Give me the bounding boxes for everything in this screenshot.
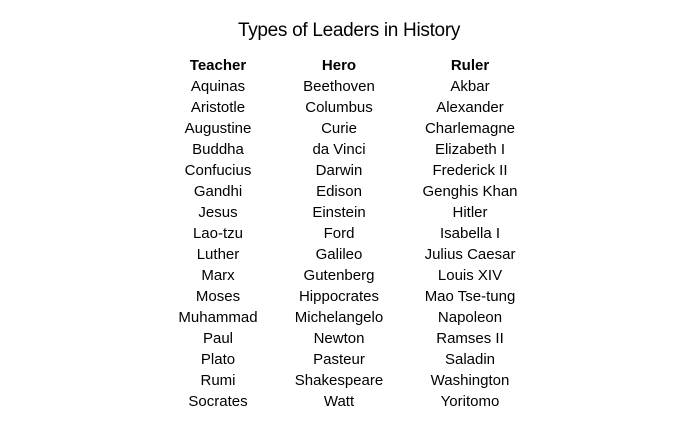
ruler-list-item: Washington: [430, 372, 510, 389]
hero-list-item: Beethoven: [303, 78, 375, 95]
ruler-list-item: Julius Caesar: [424, 246, 516, 263]
ruler-list-item: Charlemagne: [424, 120, 516, 137]
ruler-list-item: Isabella I: [439, 225, 501, 242]
teacher-list-item: Rumi: [200, 372, 236, 389]
hero-list-item: Newton: [313, 330, 365, 347]
ruler-list-item: Napoleon: [437, 309, 503, 326]
teacher-list-item: Buddha: [192, 141, 244, 158]
hero-list-item: Curie: [321, 120, 357, 137]
teacher-list-item: Luther: [196, 246, 240, 263]
teacher-list-item: Aquinas: [190, 78, 246, 95]
ruler-list-item: Genghis Khan: [422, 183, 518, 200]
teacher-list-item: Plato: [200, 351, 236, 368]
hero-list-item: Shakespeare: [294, 372, 384, 389]
hero-list-item: Darwin: [315, 162, 363, 179]
ruler-list-item: Frederick II: [432, 162, 508, 179]
hero-list-item: Columbus: [305, 99, 373, 116]
ruler-list-item: Hitler: [452, 204, 488, 221]
hero-list-item: Ford: [323, 225, 355, 242]
hero-list-item: Watt: [323, 393, 355, 410]
teacher-list-item: Confucius: [184, 162, 252, 179]
ruler-column-header: Ruler: [450, 57, 490, 74]
hero-list-item: Hippocrates: [298, 288, 380, 305]
hero-list-item: Galileo: [315, 246, 363, 263]
teacher-list-item: Gandhi: [193, 183, 243, 200]
hero-list-item: da Vinci: [312, 141, 366, 158]
ruler-list-item: Alexander: [436, 99, 504, 116]
hero-list-item: Gutenberg: [303, 267, 375, 284]
ruler-list-item: Mao Tse-tung: [424, 288, 516, 305]
teacher-list-item: Paul: [202, 330, 234, 347]
ruler-column: [395, 55, 545, 412]
hero-list-item: Edison: [316, 183, 362, 200]
teacher-list-item: Augustine: [184, 120, 252, 137]
hero-list-item: Einstein: [312, 204, 366, 221]
teacher-list-item: Socrates: [188, 393, 248, 410]
ruler-list-item: Akbar: [450, 78, 490, 95]
page-title: Types of Leaders in History: [237, 20, 461, 41]
teacher-list-item: Marx: [201, 267, 235, 284]
teacher-list-item: Jesus: [198, 204, 238, 221]
hero-list-item: Pasteur: [313, 351, 365, 368]
hero-column: [264, 55, 414, 412]
teacher-list-item: Lao-tzu: [192, 225, 244, 242]
ruler-list-item: Yoritomo: [440, 393, 500, 410]
ruler-list-item: Saladin: [444, 351, 496, 368]
ruler-list-item: Elizabeth I: [434, 141, 506, 158]
teacher-list-item: Muhammad: [178, 309, 258, 326]
hero-list-item: Michelangelo: [294, 309, 384, 326]
ruler-list-item: Ramses II: [436, 330, 504, 347]
ruler-list-item: Louis XIV: [437, 267, 503, 284]
teacher-list-item: Aristotle: [190, 99, 246, 116]
hero-column-header: Hero: [321, 57, 357, 74]
teacher-column-header: Teacher: [189, 57, 247, 74]
teacher-list-item: Moses: [195, 288, 241, 305]
